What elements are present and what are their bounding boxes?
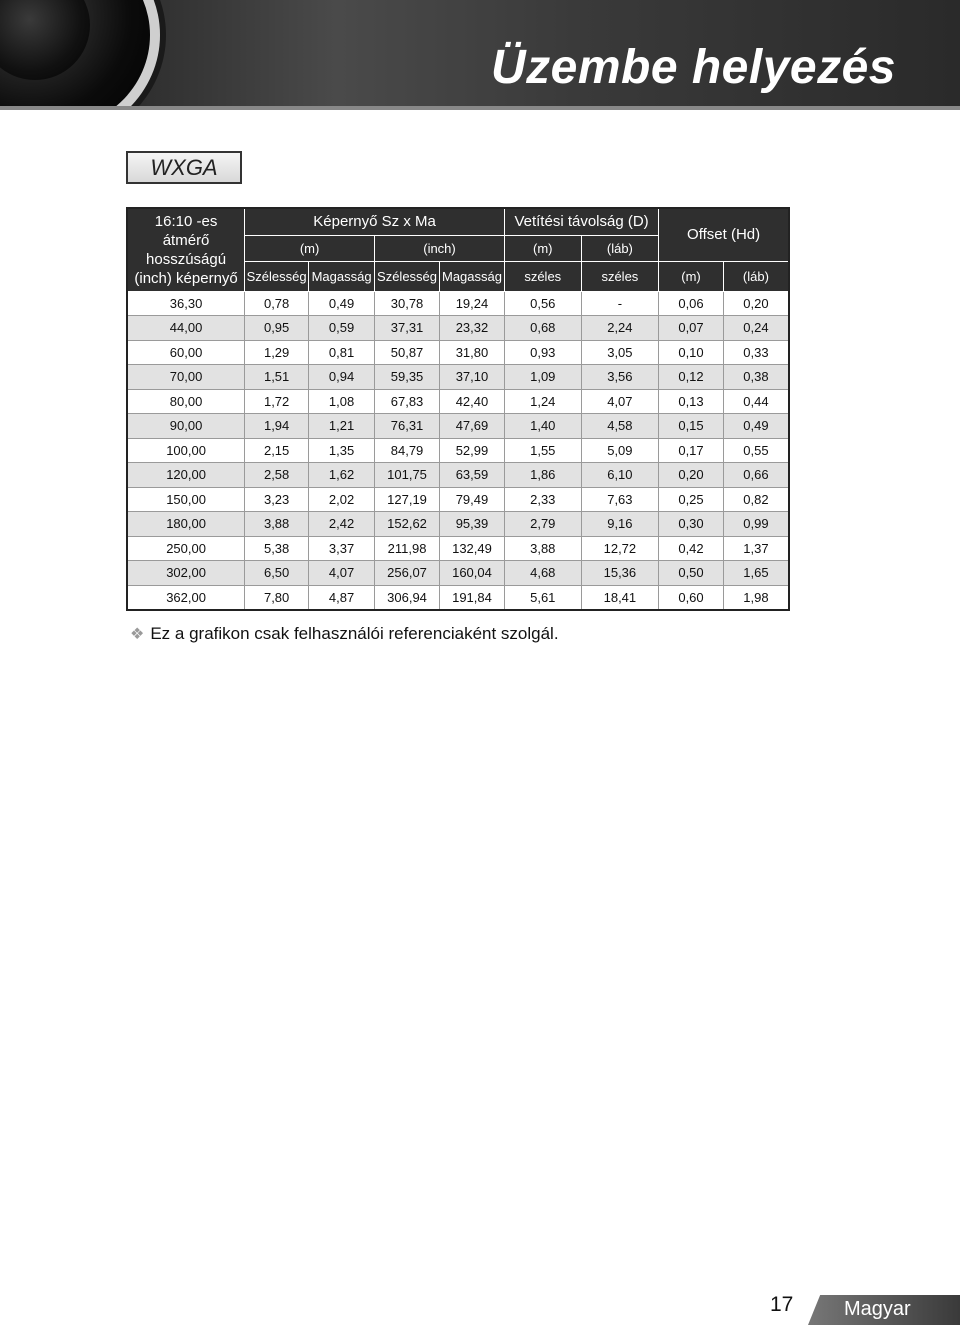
- corner-line: átmérő: [162, 231, 210, 249]
- table-cell: 0,44: [723, 389, 789, 414]
- table-cell: 47,69: [440, 414, 505, 439]
- table-cell: 5,09: [581, 438, 659, 463]
- table-cell: 0,30: [659, 512, 724, 537]
- col-header-width-m: Szélesség: [245, 261, 309, 291]
- col-header-wide-lab: széles: [581, 261, 659, 291]
- table-cell: 0,07: [659, 316, 724, 341]
- table-cell: 3,88: [245, 512, 309, 537]
- table-cell: 1,09: [504, 365, 581, 390]
- diamond-bullet-icon: ❖: [130, 626, 145, 643]
- table-cell: 5,38: [245, 536, 309, 561]
- table-row: [127, 414, 789, 439]
- table-cell: 80,00: [127, 389, 245, 414]
- table-cell: 0,78: [245, 291, 309, 316]
- table-cell: 127,19: [375, 487, 440, 512]
- banner-divider: [0, 106, 960, 110]
- table-row: [127, 487, 789, 512]
- table-cell: 0,95: [245, 316, 309, 341]
- table-cell: 100,00: [127, 438, 245, 463]
- corner-line: 16:10 -es: [154, 212, 218, 230]
- table-row: [127, 365, 789, 390]
- table-cell: 160,04: [440, 561, 505, 586]
- table-cell: 44,00: [127, 316, 245, 341]
- table-cell: 9,16: [581, 512, 659, 537]
- table-cell: 1,40: [504, 414, 581, 439]
- table-cell: 3,37: [309, 536, 375, 561]
- table-row: [127, 463, 789, 488]
- offset-header: Offset (Hd): [659, 208, 789, 261]
- table-cell: 84,79: [375, 438, 440, 463]
- table-cell: 95,39: [440, 512, 505, 537]
- corner-line: (inch) képernyő: [134, 269, 238, 287]
- table-cell: 12,72: [581, 536, 659, 561]
- table-cell: 0,20: [723, 291, 789, 316]
- table-cell: 152,62: [375, 512, 440, 537]
- section-label-wxga: WXGA: [126, 151, 242, 184]
- table-cell: 1,72: [245, 389, 309, 414]
- table-cell: 0,13: [659, 389, 724, 414]
- table-cell: 1,55: [504, 438, 581, 463]
- table-cell: 0,55: [723, 438, 789, 463]
- table-cell: 67,83: [375, 389, 440, 414]
- page-number: 17: [770, 1293, 794, 1316]
- table-cell: 52,99: [440, 438, 505, 463]
- table-cell: 4,07: [309, 561, 375, 586]
- table-cell: 5,61: [504, 585, 581, 610]
- table-cell: 1,35: [309, 438, 375, 463]
- table-cell: 0,49: [309, 291, 375, 316]
- table-cell: 18,41: [581, 585, 659, 610]
- corner-line: hosszúságú: [146, 250, 227, 268]
- table-cell: 0,10: [659, 340, 724, 365]
- table-cell: 302,00: [127, 561, 245, 586]
- table-cell: 0,42: [659, 536, 724, 561]
- table-cell: 2,02: [309, 487, 375, 512]
- table-cell: 1,21: [309, 414, 375, 439]
- table-cell: 0,12: [659, 365, 724, 390]
- col-header-offset-m: (m): [659, 261, 724, 291]
- table-cell: 7,63: [581, 487, 659, 512]
- table-row: [127, 512, 789, 537]
- table-cell: 250,00: [127, 536, 245, 561]
- table-cell: 4,68: [504, 561, 581, 586]
- table-cell: 0,60: [659, 585, 724, 610]
- table-row: [127, 536, 789, 561]
- table-cell: 36,30: [127, 291, 245, 316]
- unit-header-m: (m): [245, 235, 375, 261]
- col-header-wide-m: széles: [504, 261, 581, 291]
- table-cell: 362,00: [127, 585, 245, 610]
- table-cell: 0,68: [504, 316, 581, 341]
- table-cell: 0,17: [659, 438, 724, 463]
- table-cell: 3,05: [581, 340, 659, 365]
- table-cell: 0,20: [659, 463, 724, 488]
- table-cell: 0,66: [723, 463, 789, 488]
- table-cell: 2,15: [245, 438, 309, 463]
- table-cell: 70,00: [127, 365, 245, 390]
- table-cell: 1,08: [309, 389, 375, 414]
- table-cell: 4,07: [581, 389, 659, 414]
- table-cell: 1,98: [723, 585, 789, 610]
- table-cell: 76,31: [375, 414, 440, 439]
- table-cell: 6,50: [245, 561, 309, 586]
- table-cell: 211,98: [375, 536, 440, 561]
- unit-header-distance-lab: (láb): [581, 235, 659, 261]
- col-header-width-inch: Szélesség: [375, 261, 440, 291]
- language-label: Magyar: [844, 1298, 911, 1320]
- table-cell: 6,10: [581, 463, 659, 488]
- table-cell: 0,59: [309, 316, 375, 341]
- table-cell: 1,29: [245, 340, 309, 365]
- corner-header: [127, 208, 245, 291]
- table-cell: 4,87: [309, 585, 375, 610]
- table-cell: 4,58: [581, 414, 659, 439]
- table-cell: 1,94: [245, 414, 309, 439]
- table-cell: 2,33: [504, 487, 581, 512]
- col-header-offset-lab: (láb): [723, 261, 789, 291]
- page-title: Üzembe helyezés: [490, 41, 896, 94]
- table-cell: 0,56: [504, 291, 581, 316]
- table-cell: 19,24: [440, 291, 505, 316]
- table-cell: 0,24: [723, 316, 789, 341]
- table-header: [127, 208, 789, 291]
- table-cell: 90,00: [127, 414, 245, 439]
- table-cell: 306,94: [375, 585, 440, 610]
- table-cell: 79,49: [440, 487, 505, 512]
- table-cell: 0,38: [723, 365, 789, 390]
- screen-size-header: Képernyő Sz x Ma: [245, 208, 505, 235]
- table-cell: 1,51: [245, 365, 309, 390]
- table-cell: 0,99: [723, 512, 789, 537]
- table-cell: 132,49: [440, 536, 505, 561]
- table-cell: 0,25: [659, 487, 724, 512]
- table-cell: 0,15: [659, 414, 724, 439]
- table-cell: 2,58: [245, 463, 309, 488]
- note-text: Ez a grafikon csak felhasználói referenciaként szolgál.: [150, 624, 559, 643]
- table-row: [127, 438, 789, 463]
- table-cell: 2,42: [309, 512, 375, 537]
- table-cell: 0,81: [309, 340, 375, 365]
- table-cell: 23,32: [440, 316, 505, 341]
- table-cell: 15,36: [581, 561, 659, 586]
- table-cell: 101,75: [375, 463, 440, 488]
- table-cell: 191,84: [440, 585, 505, 610]
- table-row: [127, 291, 789, 316]
- table-cell: 120,00: [127, 463, 245, 488]
- table-cell: 1,86: [504, 463, 581, 488]
- unit-header-distance-m: (m): [504, 235, 581, 261]
- reference-note: [130, 624, 559, 644]
- table-cell: 60,00: [127, 340, 245, 365]
- table-cell: 2,24: [581, 316, 659, 341]
- table-cell: 1,65: [723, 561, 789, 586]
- table-cell: 180,00: [127, 512, 245, 537]
- table-cell: 42,40: [440, 389, 505, 414]
- table-cell: 0,33: [723, 340, 789, 365]
- table-cell: 1,37: [723, 536, 789, 561]
- table-row: [127, 561, 789, 586]
- table-cell: 1,24: [504, 389, 581, 414]
- table-cell: 37,31: [375, 316, 440, 341]
- table-row: [127, 585, 789, 610]
- table-cell: 0,49: [723, 414, 789, 439]
- table-cell: 63,59: [440, 463, 505, 488]
- table-row: [127, 316, 789, 341]
- table-cell: 0,93: [504, 340, 581, 365]
- table-cell: 3,88: [504, 536, 581, 561]
- table-cell: -: [581, 291, 659, 316]
- table-cell: 1,62: [309, 463, 375, 488]
- table-cell: 0,06: [659, 291, 724, 316]
- col-header-height-m: Magasság: [309, 261, 375, 291]
- unit-header-inch: (inch): [375, 235, 505, 261]
- page-footer: [760, 1291, 960, 1327]
- table-cell: 2,79: [504, 512, 581, 537]
- table-cell: 37,10: [440, 365, 505, 390]
- table-cell: 256,07: [375, 561, 440, 586]
- table-cell: 150,00: [127, 487, 245, 512]
- table-cell: 59,35: [375, 365, 440, 390]
- projection-table: [126, 207, 790, 611]
- col-header-height-inch: Magasság: [440, 261, 505, 291]
- table-cell: 0,82: [723, 487, 789, 512]
- table-cell: 50,87: [375, 340, 440, 365]
- projection-distance-header: Vetítési távolság (D): [504, 208, 658, 235]
- table-body: [127, 291, 789, 610]
- table-cell: 31,80: [440, 340, 505, 365]
- table-cell: 3,23: [245, 487, 309, 512]
- table-row: [127, 389, 789, 414]
- header-banner: [0, 0, 960, 110]
- table-cell: 7,80: [245, 585, 309, 610]
- table-cell: 30,78: [375, 291, 440, 316]
- table-cell: 3,56: [581, 365, 659, 390]
- table-cell: 0,50: [659, 561, 724, 586]
- table-cell: 0,94: [309, 365, 375, 390]
- table-row: [127, 340, 789, 365]
